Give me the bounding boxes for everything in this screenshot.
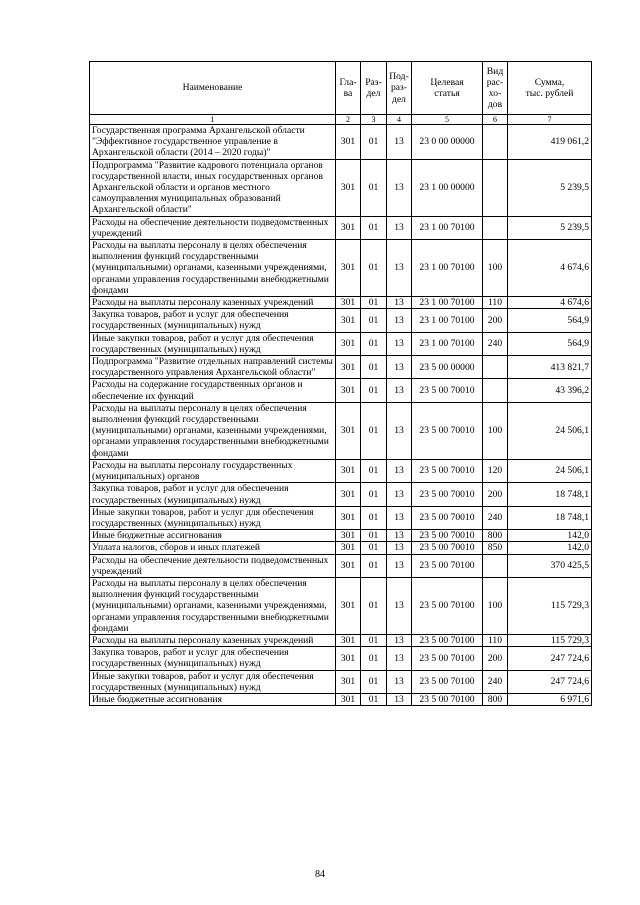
cell-name: Расходы на выплаты персоналу в целях обеспечения выполнения функций государственными (муниципальными) органами, казенными учреждениями, органами управления государственными внебюджетными фондами <box>90 402 336 459</box>
header-summa: Сумма, тыс. рублей <box>508 62 592 115</box>
cell-glava: 301 <box>336 483 361 506</box>
cell-podrazdel: 13 <box>387 379 412 402</box>
cell-glava: 301 <box>336 159 361 216</box>
cell-summa: 142,0 <box>508 542 592 554</box>
cell-vid <box>483 554 508 577</box>
cell-statya: 23 0 00 00000 <box>412 125 483 160</box>
cell-razdel: 01 <box>361 670 387 693</box>
cell-razdel: 01 <box>361 693 387 705</box>
cell-razdel: 01 <box>361 542 387 554</box>
header-vid: Вид рас- хо- дов <box>483 62 508 115</box>
cell-glava: 301 <box>336 634 361 646</box>
cell-summa: 370 425,5 <box>508 554 592 577</box>
table-row <box>90 530 592 542</box>
cell-razdel: 01 <box>361 159 387 216</box>
cell-statya: 23 5 00 70010 <box>412 506 483 529</box>
cell-podrazdel: 13 <box>387 159 412 216</box>
cell-glava: 301 <box>336 216 361 239</box>
cell-vid: 120 <box>483 459 508 482</box>
table-row <box>90 483 592 506</box>
cell-razdel: 01 <box>361 483 387 506</box>
cell-summa: 115 729,3 <box>508 577 592 634</box>
cell-vid <box>483 159 508 216</box>
cell-glava: 301 <box>336 240 361 297</box>
table-row <box>90 506 592 529</box>
cell-podrazdel: 13 <box>387 542 412 554</box>
cell-podrazdel: 13 <box>387 459 412 482</box>
cell-podrazdel: 13 <box>387 125 412 160</box>
cell-statya: 23 5 00 70010 <box>412 402 483 459</box>
cell-vid: 200 <box>483 483 508 506</box>
cell-name: Расходы на выплаты персоналу государственных (муниципальных) органов <box>90 459 336 482</box>
cell-name: Подпрограмма "Развитие кадрового потенциала органов государственной власти, иных государственных органов Архангельской области и органов местного самоуправления муниципальных образований Архангельской области" <box>90 159 336 216</box>
cell-summa: 43 396,2 <box>508 379 592 402</box>
cell-name: Уплата налогов, сборов и иных платежей <box>90 542 336 554</box>
cell-glava: 301 <box>336 693 361 705</box>
table-row <box>90 240 592 297</box>
table-row <box>90 216 592 239</box>
cell-vid: 110 <box>483 297 508 309</box>
cell-razdel: 01 <box>361 506 387 529</box>
table-row <box>90 332 592 355</box>
cell-name: Расходы на обеспечение деятельности подведомственных учреждений <box>90 554 336 577</box>
table-row <box>90 356 592 379</box>
table-row <box>90 693 592 705</box>
cell-podrazdel: 13 <box>387 216 412 239</box>
cell-statya: 23 5 00 70100 <box>412 647 483 670</box>
cell-summa: 24 506,1 <box>508 402 592 459</box>
cell-razdel: 01 <box>361 634 387 646</box>
cell-name: Государственная программа Архангельской области "Эффективное государственное управление в Архангельской области (2014 – 2020 годы)" <box>90 125 336 160</box>
cell-name: Подпрограмма "Развитие отдельных направлений системы государственного управления Архангельской области" <box>90 356 336 379</box>
cell-statya: 23 1 00 00000 <box>412 159 483 216</box>
cell-razdel: 01 <box>361 577 387 634</box>
table-row <box>90 577 592 634</box>
cell-podrazdel: 13 <box>387 332 412 355</box>
table-row <box>90 634 592 646</box>
cell-vid: 100 <box>483 240 508 297</box>
cell-summa: 247 724,6 <box>508 647 592 670</box>
cell-summa: 413 821,7 <box>508 356 592 379</box>
cell-vid <box>483 379 508 402</box>
cell-statya: 23 5 00 70010 <box>412 530 483 542</box>
cell-name: Расходы на выплаты персоналу казенных учреждений <box>90 634 336 646</box>
cell-name: Расходы на выплаты персоналу казенных учреждений <box>90 297 336 309</box>
cell-glava: 301 <box>336 125 361 160</box>
header-glava: Гла- ва <box>336 62 361 115</box>
cell-statya: 23 1 00 70100 <box>412 309 483 332</box>
cell-vid: 800 <box>483 530 508 542</box>
cell-name: Иные бюджетные ассигнования <box>90 530 336 542</box>
cell-summa: 18 748,1 <box>508 483 592 506</box>
cell-vid: 200 <box>483 309 508 332</box>
cell-name: Расходы на выплаты персоналу в целях обеспечения выполнения функций государственными (муниципальными) органами, казенными учреждениями, органами управления государственными внебюджетными фондами <box>90 577 336 634</box>
cell-summa: 419 061,2 <box>508 125 592 160</box>
cell-name: Иные закупки товаров, работ и услуг для обеспечения государственных (муниципальных) нужд <box>90 670 336 693</box>
cell-summa: 564,9 <box>508 332 592 355</box>
cell-name: Расходы на выплаты персоналу в целях обеспечения выполнения функций государственными (муниципальными) органами, казенными учреждениями, органами управления государственными внебюджетными фондами <box>90 240 336 297</box>
cell-razdel: 01 <box>361 240 387 297</box>
cell-statya: 23 5 00 70010 <box>412 542 483 554</box>
table-row <box>90 554 592 577</box>
cell-vid <box>483 356 508 379</box>
cell-glava: 301 <box>336 530 361 542</box>
cell-glava: 301 <box>336 297 361 309</box>
cell-razdel: 01 <box>361 309 387 332</box>
cell-statya: 23 1 00 70100 <box>412 297 483 309</box>
cell-name: Расходы на содержание государственных органов и обеспечение их функций <box>90 379 336 402</box>
cell-razdel: 01 <box>361 379 387 402</box>
cell-vid: 200 <box>483 647 508 670</box>
cell-podrazdel: 13 <box>387 670 412 693</box>
table-row <box>90 459 592 482</box>
cell-statya: 23 1 00 70100 <box>412 216 483 239</box>
cell-statya: 23 5 00 70010 <box>412 483 483 506</box>
budget-table <box>89 61 592 706</box>
cell-vid: 100 <box>483 577 508 634</box>
column-number: 1 <box>90 115 336 125</box>
cell-glava: 301 <box>336 379 361 402</box>
cell-podrazdel: 13 <box>387 356 412 379</box>
header-statya: Целевая статья <box>412 62 483 115</box>
table-row <box>90 297 592 309</box>
table-row <box>90 159 592 216</box>
cell-glava: 301 <box>336 647 361 670</box>
cell-statya: 23 5 00 70010 <box>412 459 483 482</box>
cell-statya: 23 5 00 70100 <box>412 693 483 705</box>
table-row <box>90 647 592 670</box>
cell-vid: 850 <box>483 542 508 554</box>
cell-summa: 6 971,6 <box>508 693 592 705</box>
cell-summa: 142,0 <box>508 530 592 542</box>
cell-vid: 240 <box>483 670 508 693</box>
cell-statya: 23 5 00 70010 <box>412 379 483 402</box>
table-row <box>90 670 592 693</box>
header-podrazdel: Под- раз- дел <box>387 62 412 115</box>
page-number: 84 <box>315 869 325 880</box>
cell-glava: 301 <box>336 332 361 355</box>
column-number: 7 <box>508 115 592 125</box>
cell-glava: 301 <box>336 670 361 693</box>
cell-summa: 564,9 <box>508 309 592 332</box>
cell-summa: 24 506,1 <box>508 459 592 482</box>
cell-glava: 301 <box>336 577 361 634</box>
cell-statya: 23 5 00 70100 <box>412 577 483 634</box>
cell-razdel: 01 <box>361 402 387 459</box>
cell-statya: 23 1 00 70100 <box>412 240 483 297</box>
cell-vid: 110 <box>483 634 508 646</box>
column-number: 6 <box>483 115 508 125</box>
cell-razdel: 01 <box>361 125 387 160</box>
cell-razdel: 01 <box>361 297 387 309</box>
cell-razdel: 01 <box>361 530 387 542</box>
header-name: Наименование <box>90 62 336 115</box>
table-header-row <box>90 62 592 115</box>
cell-podrazdel: 13 <box>387 240 412 297</box>
cell-razdel: 01 <box>361 554 387 577</box>
cell-vid <box>483 216 508 239</box>
cell-name: Закупка товаров, работ и услуг для обеспечения государственных (муниципальных) нужд <box>90 483 336 506</box>
cell-glava: 301 <box>336 309 361 332</box>
cell-podrazdel: 13 <box>387 309 412 332</box>
column-number: 5 <box>412 115 483 125</box>
cell-podrazdel: 13 <box>387 530 412 542</box>
cell-razdel: 01 <box>361 356 387 379</box>
cell-podrazdel: 13 <box>387 634 412 646</box>
cell-statya: 23 5 00 70100 <box>412 554 483 577</box>
cell-vid <box>483 125 508 160</box>
cell-name: Расходы на обеспечение деятельности подведомственных учреждений <box>90 216 336 239</box>
cell-razdel: 01 <box>361 459 387 482</box>
column-number: 4 <box>387 115 412 125</box>
cell-glava: 301 <box>336 554 361 577</box>
cell-summa: 115 729,3 <box>508 634 592 646</box>
cell-podrazdel: 13 <box>387 577 412 634</box>
cell-vid: 100 <box>483 402 508 459</box>
cell-razdel: 01 <box>361 647 387 670</box>
cell-summa: 18 748,1 <box>508 506 592 529</box>
cell-summa: 247 724,6 <box>508 670 592 693</box>
cell-name: Закупка товаров, работ и услуг для обеспечения государственных (муниципальных) нужд <box>90 647 336 670</box>
cell-summa: 5 239,5 <box>508 159 592 216</box>
table-row <box>90 379 592 402</box>
cell-summa: 4 674,6 <box>508 240 592 297</box>
cell-glava: 301 <box>336 506 361 529</box>
cell-glava: 301 <box>336 542 361 554</box>
cell-vid: 240 <box>483 506 508 529</box>
header-razdel: Раз- дел <box>361 62 387 115</box>
table-row <box>90 125 592 160</box>
cell-podrazdel: 13 <box>387 554 412 577</box>
cell-podrazdel: 13 <box>387 402 412 459</box>
cell-podrazdel: 13 <box>387 297 412 309</box>
cell-summa: 4 674,6 <box>508 297 592 309</box>
cell-razdel: 01 <box>361 332 387 355</box>
cell-podrazdel: 13 <box>387 483 412 506</box>
cell-name: Закупка товаров, работ и услуг для обеспечения государственных (муниципальных) нужд <box>90 309 336 332</box>
cell-name: Иные закупки товаров, работ и услуг для обеспечения государственных (муниципальных) нужд <box>90 506 336 529</box>
table-row <box>90 402 592 459</box>
cell-name: Иные бюджетные ассигнования <box>90 693 336 705</box>
cell-statya: 23 1 00 70100 <box>412 332 483 355</box>
cell-podrazdel: 13 <box>387 693 412 705</box>
column-number: 2 <box>336 115 361 125</box>
table-row <box>90 542 592 554</box>
cell-vid: 800 <box>483 693 508 705</box>
cell-statya: 23 5 00 70100 <box>412 634 483 646</box>
column-number-row <box>90 115 592 125</box>
cell-razdel: 01 <box>361 216 387 239</box>
cell-glava: 301 <box>336 459 361 482</box>
cell-vid: 240 <box>483 332 508 355</box>
cell-glava: 301 <box>336 356 361 379</box>
cell-podrazdel: 13 <box>387 647 412 670</box>
cell-podrazdel: 13 <box>387 506 412 529</box>
cell-summa: 5 239,5 <box>508 216 592 239</box>
table-row <box>90 309 592 332</box>
column-number: 3 <box>361 115 387 125</box>
cell-name: Иные закупки товаров, работ и услуг для обеспечения государственных (муниципальных) нужд <box>90 332 336 355</box>
cell-statya: 23 5 00 70100 <box>412 670 483 693</box>
cell-glava: 301 <box>336 402 361 459</box>
cell-statya: 23 5 00 00000 <box>412 356 483 379</box>
